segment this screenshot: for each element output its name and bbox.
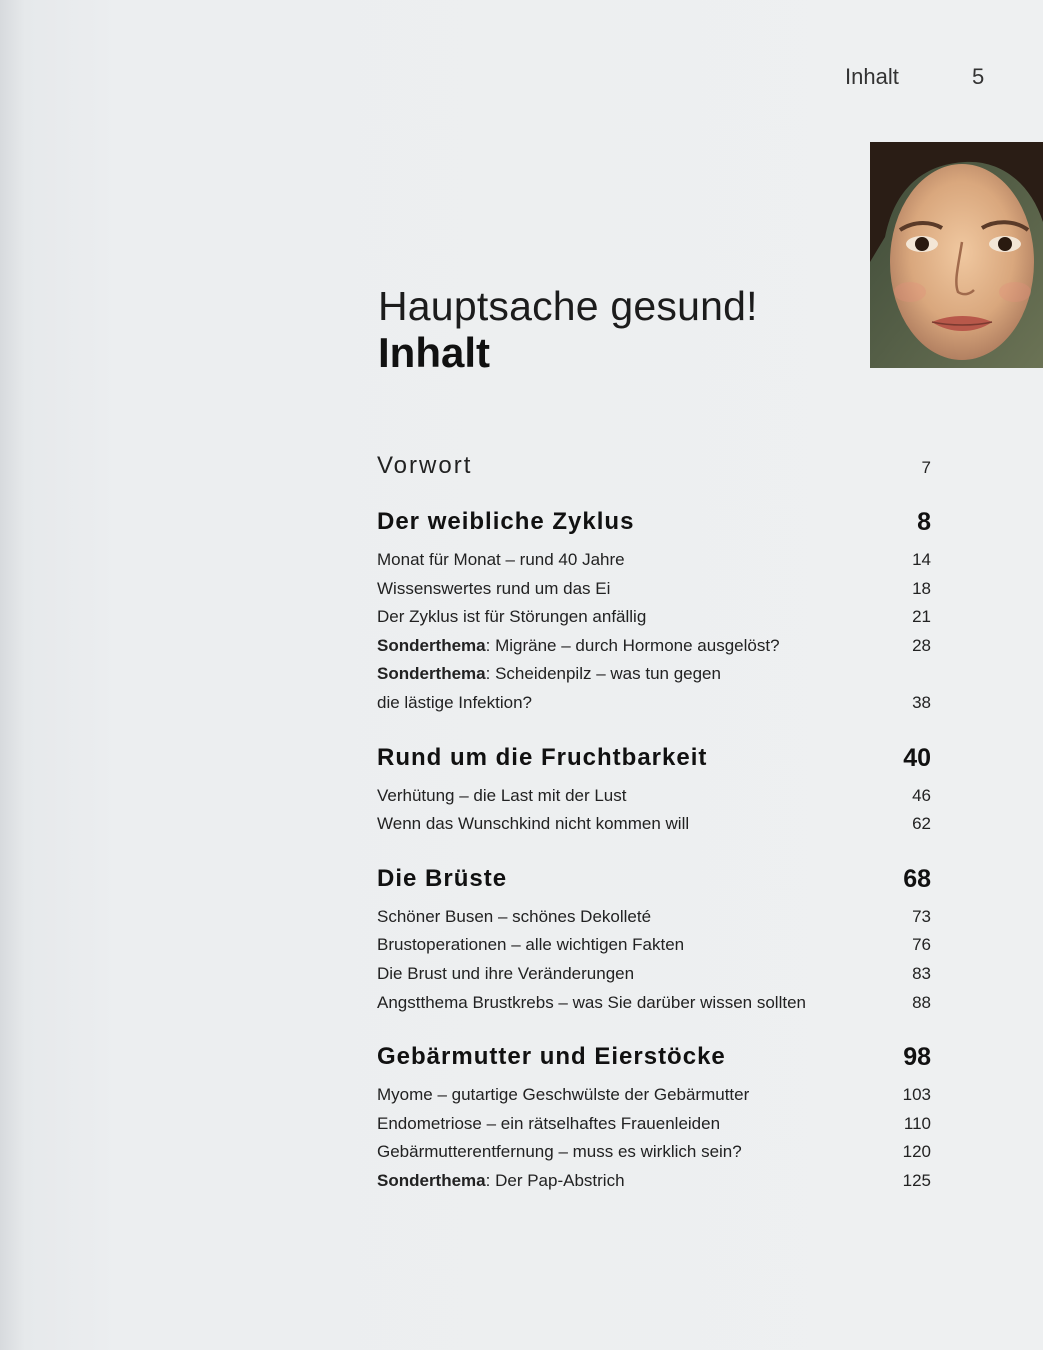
entry-text: Monat für Monat – rund 40 Jahre	[377, 550, 625, 569]
section-page: 8	[917, 508, 931, 536]
entry-text: Der Zyklus ist für Störungen anfällig	[377, 607, 647, 627]
list-item[interactable]	[377, 989, 933, 1018]
list-item[interactable]	[377, 546, 933, 575]
section-title: Gebärmutter und Eierstöcke	[377, 1043, 726, 1071]
toc-section-gebaermutter[interactable]	[377, 1043, 933, 1081]
list-item[interactable]	[377, 632, 933, 661]
preface-title: Vorwort	[377, 452, 473, 479]
section-title: Rund um die Fruchtbarkeit	[377, 743, 708, 771]
list-item[interactable]	[377, 603, 933, 632]
entry-text: : Der Pap-Abstrich	[485, 1170, 625, 1190]
list-item[interactable]	[377, 1167, 933, 1196]
entry-page: 46	[912, 785, 931, 805]
entry-text: Die Brust und ihre Veränderungen	[377, 963, 635, 983]
section-title: Die Brüste	[377, 864, 508, 892]
list-item[interactable]	[377, 689, 933, 718]
entry-text: die lästige Infektion?	[377, 692, 532, 712]
entry-page: 76	[912, 935, 931, 955]
entry-text: Brustoperationen – alle wichtigen Fakten	[377, 935, 685, 955]
list-item[interactable]	[377, 903, 933, 932]
entry-label: Sonderthema	[377, 1170, 486, 1190]
running-head-title: Inhalt	[845, 64, 899, 89]
entry-text: Angstthema Brustkrebs – was Sie darüber wissen sollten	[377, 992, 806, 1012]
entry-text: Wissenswertes rund um das Ei	[377, 578, 611, 598]
preface-page: 7	[921, 458, 931, 477]
section-page: 98	[903, 1043, 931, 1072]
list-item[interactable]	[377, 931, 933, 960]
list-item[interactable]	[377, 575, 933, 604]
title-block	[378, 283, 758, 377]
list-item[interactable]	[377, 1081, 933, 1110]
entry-text: : Scheidenpilz – was tun gegen	[485, 664, 721, 684]
list-item[interactable]	[377, 810, 933, 839]
toc-section-brueste[interactable]	[377, 865, 933, 903]
entry-text: Endometriose – ein rätselhaftes Frauenleiden	[377, 1113, 721, 1133]
portrait-image	[870, 142, 1043, 368]
entry-page: 125	[902, 1170, 931, 1190]
section-page: 40	[903, 743, 931, 772]
toc-section-zyklus[interactable]	[377, 508, 933, 546]
entry-text: Wenn das Wunschkind nicht kommen will	[377, 814, 690, 834]
toc-preface[interactable]	[377, 452, 933, 508]
entry-page: 21	[912, 607, 931, 627]
entry-page: 73	[912, 906, 931, 926]
entry-text: Gebärmutterentfernung – muss es wirklich sein?	[377, 1142, 742, 1162]
entry-label: Sonderthema	[377, 635, 486, 655]
running-head	[800, 64, 990, 94]
entry-page: 38	[912, 692, 931, 712]
list-item[interactable]	[377, 960, 933, 989]
entry-page: 88	[912, 992, 931, 1012]
entry-page: 103	[902, 1085, 931, 1105]
entry-page: 120	[902, 1142, 931, 1162]
running-head-page-number: 5	[972, 64, 985, 89]
entry-page: 62	[912, 814, 931, 834]
entry-text: Myome – gutartige Geschwülste der Gebärmutter	[377, 1085, 750, 1105]
entry-label: Sonderthema	[377, 664, 486, 684]
entry-page: 18	[912, 578, 931, 598]
list-item[interactable]	[377, 660, 933, 689]
list-item[interactable]	[377, 1138, 933, 1167]
entry-page: 83	[912, 963, 931, 983]
section-title: Der weibliche Zyklus	[377, 508, 635, 535]
section-page: 68	[903, 864, 931, 893]
page-title: Inhalt	[378, 329, 490, 376]
entry-text: Verhütung – die Last mit der Lust	[377, 785, 627, 805]
entry-text: : Migräne – durch Hormone ausgelöst?	[485, 635, 780, 655]
list-item[interactable]	[377, 782, 933, 811]
portrait-painting	[870, 142, 1043, 368]
entry-page: 28	[912, 635, 931, 655]
book-title: Hauptsache gesund!	[378, 283, 758, 329]
list-item[interactable]	[377, 1110, 933, 1139]
entry-text: Schöner Busen – schönes Dekolleté	[377, 906, 652, 926]
entry-page: 14	[912, 550, 931, 569]
entry-page: 110	[903, 1113, 931, 1133]
table-of-contents	[377, 452, 933, 1196]
toc-section-fruchtbarkeit[interactable]	[377, 744, 933, 782]
